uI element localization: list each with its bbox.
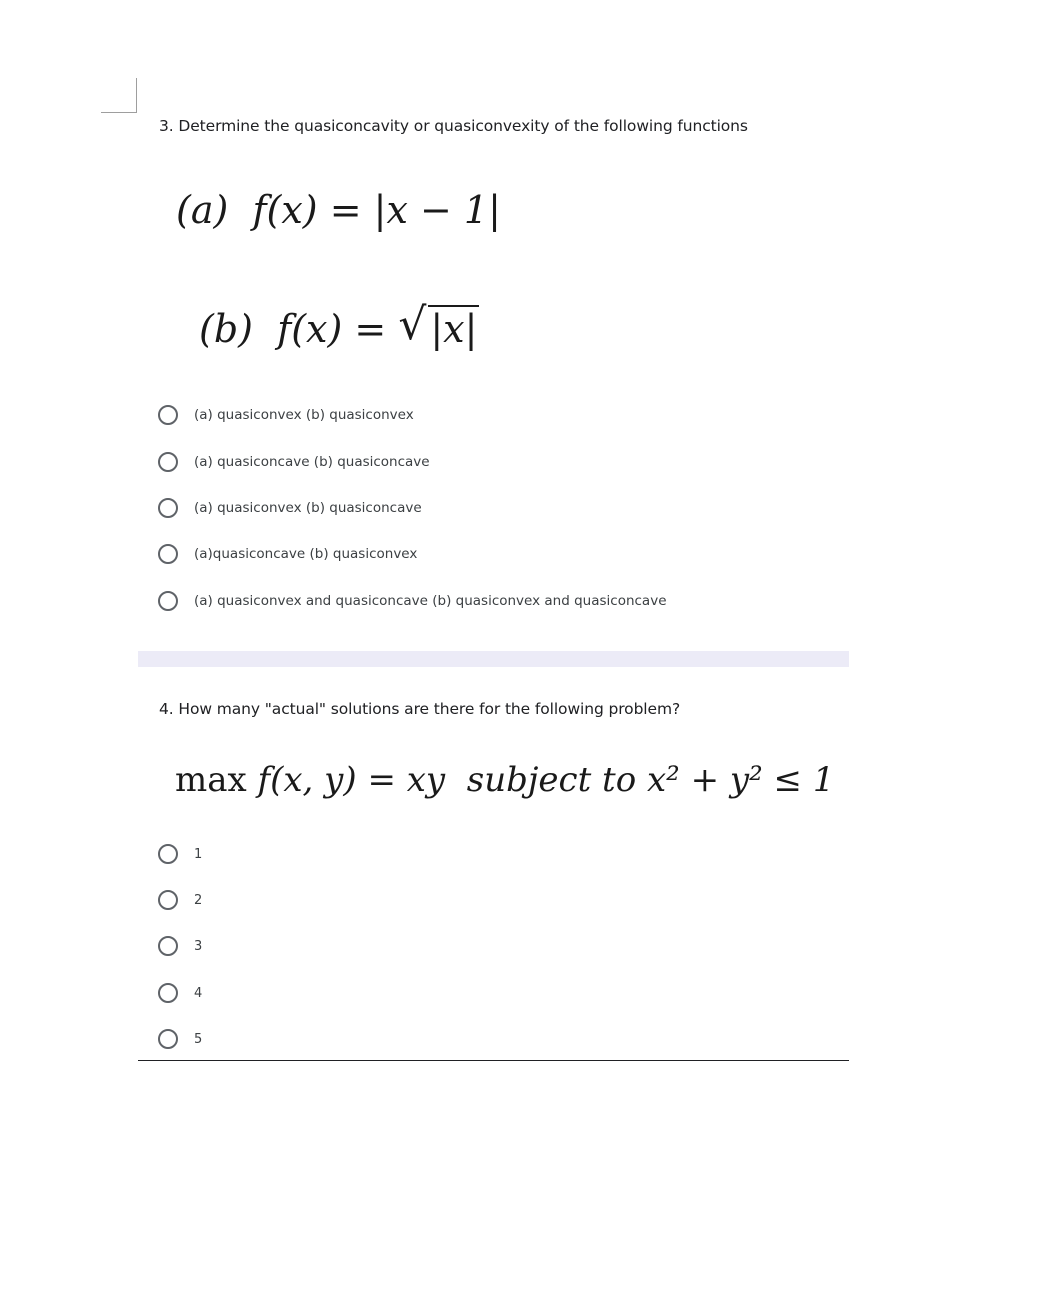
- formula-max-rhs: xy: [406, 760, 446, 800]
- radio-button[interactable]: [158, 890, 178, 910]
- option-label: 4: [194, 985, 203, 1001]
- option-label: (a) quasiconvex (b) quasiconvex: [194, 407, 414, 423]
- formula-max-constraint: x² + y² ≤ 1: [647, 760, 835, 800]
- formula-max: [175, 760, 834, 800]
- radio-button[interactable]: [158, 591, 178, 611]
- formula-a-lhs: f(x): [252, 188, 318, 232]
- radio-button[interactable]: [158, 1029, 178, 1049]
- section-divider: [138, 651, 849, 667]
- question-4-text: 4. How many "actual" solutions are there for the following problem?: [159, 700, 681, 718]
- formula-max-eq: =: [367, 760, 396, 800]
- option-label: 5: [194, 1031, 203, 1047]
- option-label: 3: [194, 938, 203, 954]
- q3-option-5[interactable]: [158, 588, 667, 614]
- formula-a-label: (a): [176, 188, 229, 232]
- q4-option-4[interactable]: [158, 980, 202, 1006]
- q3-option-2[interactable]: [158, 449, 430, 475]
- question-3-text: 3. Determine the quasiconcavity or quasiconvexity of the following functions: [159, 117, 748, 135]
- page-corner-mark: [101, 112, 137, 113]
- radio-button[interactable]: [158, 452, 178, 472]
- radio-button[interactable]: [158, 983, 178, 1003]
- square-root: [398, 299, 479, 351]
- radicand: |x|: [430, 307, 478, 351]
- radio-button[interactable]: [158, 498, 178, 518]
- option-label: (a) quasiconvex (b) quasiconcave: [194, 500, 422, 516]
- radio-button[interactable]: [158, 844, 178, 864]
- q3-option-3[interactable]: [158, 495, 422, 521]
- formula-b-eq: =: [354, 307, 387, 351]
- radio-button[interactable]: [158, 544, 178, 564]
- q3-option-4[interactable]: [158, 541, 417, 567]
- q4-option-5[interactable]: [158, 1026, 202, 1052]
- formula-b: [199, 299, 479, 351]
- formula-max-op: max: [175, 760, 247, 800]
- option-label: 1: [194, 846, 203, 862]
- option-label: (a) quasiconvex and quasiconcave (b) quasiconvex and quasiconcave: [194, 593, 667, 609]
- formula-b-label: (b): [199, 307, 253, 351]
- radio-button[interactable]: [158, 936, 178, 956]
- q3-option-1[interactable]: [158, 402, 414, 428]
- formula-a: [176, 188, 501, 232]
- bottom-rule: [138, 1060, 849, 1061]
- formula-max-cond: subject to: [466, 760, 637, 800]
- radical-sign: √: [398, 299, 427, 350]
- q4-option-2[interactable]: [158, 887, 202, 913]
- formula-a-eq: =: [329, 188, 362, 232]
- option-label: 2: [194, 892, 203, 908]
- option-label: (a) quasiconcave (b) quasiconcave: [194, 454, 430, 470]
- q4-option-3[interactable]: [158, 933, 202, 959]
- formula-a-rhs: |x − 1|: [373, 188, 501, 232]
- formula-max-lhs: f(x, y): [257, 760, 357, 800]
- q4-option-1[interactable]: [158, 841, 202, 867]
- formula-b-lhs: f(x): [277, 307, 343, 351]
- radio-button[interactable]: [158, 405, 178, 425]
- page-corner-mark: [136, 78, 137, 113]
- option-label: (a)quasiconcave (b) quasiconvex: [194, 546, 418, 562]
